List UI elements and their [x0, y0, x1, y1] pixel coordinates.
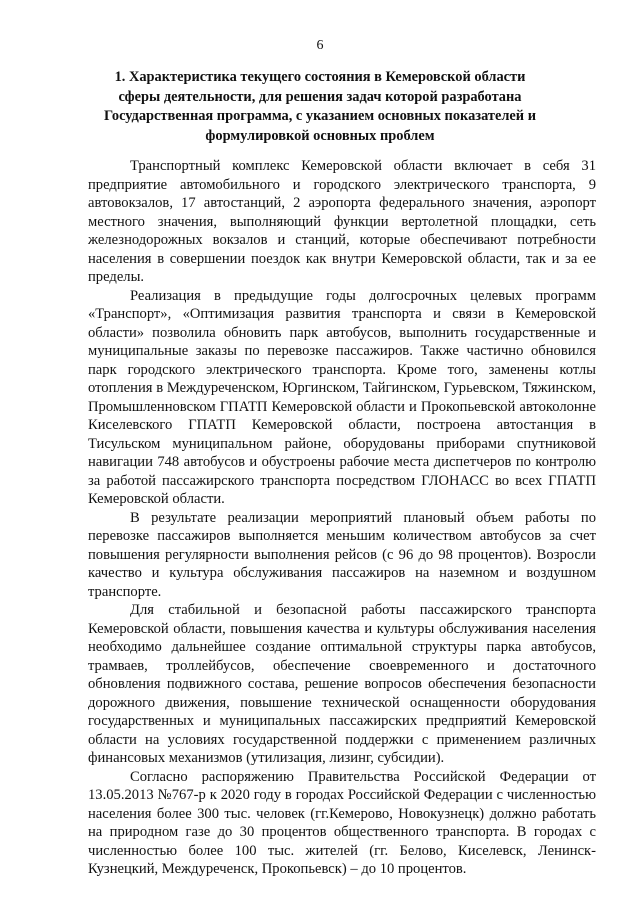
paragraph-previous-programs: Реализация в предыдущие годы долгосрочных целевых программ «Транспорт», «Оптимизация развития транспорта и связи в Кемеровской области» позволила обновить парк автобусов, выполнить государственные и муниципальные заказы по перевозке пассажиров. Также частично обновился парк городского электрического транспорта. Кроме того, заменены котлы отопления в Междуреченском, Юргинском, Тайгинском, Гурьевском, Тяжинском, Промышленновском ГПАТП Кемеровской области и Прокопьевской автоколонне Киселевского ГПАТП Кемеровской области, построена автостанция в Тисульском муниципальном районе, оборудованы приборами спутниковой навигации 748 автобусов и обустроены рабочие места диспетчеров по контролю за работой пассажирского транспорта посредством ГЛОНАСС во всех ГПАТП Кемеровской области. — [88, 287, 596, 507]
paragraph-requirements: Для стабильной и безопасной работы пассажирского транспорта Кемеровской области, повышения качества и культуры обслуживания населения необходимо дальнейшее создание оптимальной структуры парка автобусов, трамваев, троллейбусов, обеспечение своевременного и достаточного обновления подвижного состава, решение вопросов обеспечения безопасности дорожного движения, повышение технической оснащенности оборудования государственных и муниципальных пассажирских предприятий Кемеровской области на условиях государственной поддержки с применением различных финансовых механизмов (утилизация, лизинг, субсидии). — [88, 602, 596, 766]
page-number: 6 — [316, 38, 324, 53]
paragraph-results: В результате реализации мероприятий плановый объем работы по перевозке пассажиров выполняется меньшим количеством автобусов за счет повышения регулярности выполнения рейсов (с 96 до 98 процентов). Возросли качество и культура обслуживания пассажиров на наземном и воздушном транспорте. — [88, 509, 596, 600]
section-heading: 1. Характеристика текущего состояния в Кемеровской области сферы деятельности, для решения задач которой разработана Государственная программа, с указанием основных показателей и формулировкой основных проблем — [103, 69, 536, 144]
paragraph-transport-complex: Транспортный комплекс Кемеровской области включает в себя 31 предприятие автомобильного и городского электрического транспорта, 9 автовокзалов, 17 автостанций, 2 аэропорта федерального значения, аэропорт местного значения, выполняющий функции вертолетной площадки, сеть железнодорожных вокзалов и станций, которые обеспечивают потребности населения в совершении поездок как внутри Кемеровской области, так и за ее пределы. — [88, 158, 596, 285]
document-body — [88, 157, 596, 879]
paragraph-government-order: Согласно распоряжению Правительства Российской Федерации от 13.05.2013 №767-р к 2020 году в городах Российской Федерации с численностью населения более 300 тыс. человек (гг.Кемерово, Новокузнецк) должно работать на природном газе до 30 процентов общественного транспорта. В городах с численностью более 100 тыс. жителей (гг. Белово, Киселевск, Ленинск-Кузнецкий, Междуреченск, Прокопьевск) – до 10 процентов. — [88, 768, 596, 877]
